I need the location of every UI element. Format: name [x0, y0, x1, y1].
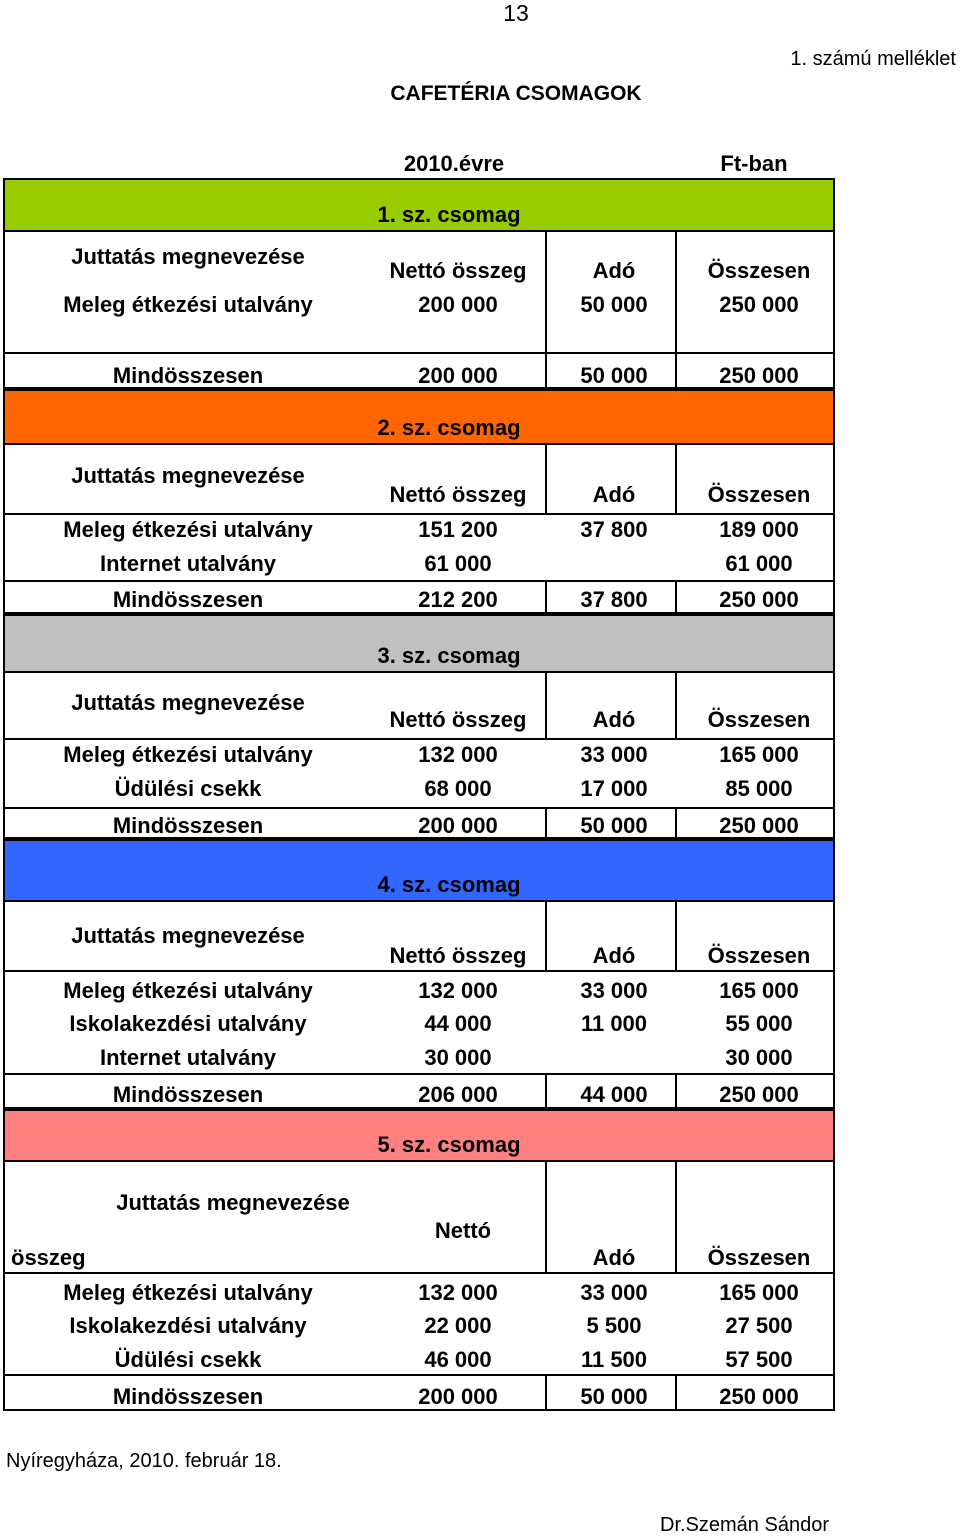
sum-net: 206 000 — [418, 1082, 498, 1107]
signature-name: Dr.Szemán Sándor — [660, 1514, 829, 1536]
row-tax: 33 000 — [580, 742, 648, 767]
row-total: 55 000 — [725, 1011, 793, 1036]
row-net: 132 000 — [418, 742, 498, 767]
header-total: Összesen — [707, 943, 811, 968]
header-net-bottom: összeg — [11, 1245, 86, 1270]
header-total: Összesen — [707, 707, 811, 732]
package-band-4 — [5, 841, 833, 900]
package-table-1 — [3, 178, 835, 389]
row-tax: 11 500 — [580, 1347, 648, 1372]
row-total: 57 500 — [725, 1347, 793, 1372]
sum-tax: 50 000 — [580, 813, 648, 838]
sum-total: 250 000 — [719, 813, 799, 838]
row-tax: 33 000 — [580, 1280, 648, 1305]
header-name: Juttatás megnevezése — [71, 690, 305, 715]
row-name: Internet utalvány — [99, 551, 277, 576]
row-tax: 5 500 — [586, 1313, 642, 1338]
package-label: 3. sz. csomag — [377, 643, 521, 668]
package-label: 4. sz. csomag — [377, 872, 521, 897]
row-net: 132 000 — [418, 1280, 498, 1305]
document-title: CAFETÉRIA CSOMAGOK — [390, 82, 642, 105]
package-label: 1. sz. csomag — [377, 202, 521, 227]
header-net-top: Nettó — [434, 1218, 492, 1243]
annex-label: 1. számú melléklet — [790, 48, 956, 70]
sum-total: 250 000 — [719, 1384, 799, 1409]
header-tax: Adó — [592, 482, 636, 507]
package-band-2 — [5, 391, 833, 443]
package-label: 5. sz. csomag — [377, 1132, 521, 1157]
header-net: Nettó összeg — [389, 707, 527, 732]
header-name: Juttatás megnevezése — [116, 1190, 350, 1215]
header-tax: Adó — [592, 943, 636, 968]
sum-tax: 44 000 — [580, 1082, 648, 1107]
header-total: Összesen — [707, 482, 811, 507]
row-tax: 37 800 — [580, 517, 648, 542]
row-tax: 17 000 — [580, 776, 648, 801]
header-total: Összesen — [707, 258, 811, 283]
row-tax: 33 000 — [580, 978, 648, 1003]
header-net: Nettó összeg — [389, 482, 527, 507]
row-total: 30 000 — [725, 1045, 793, 1070]
row-net: 22 000 — [424, 1313, 492, 1338]
row-name: Meleg étkezési utalvány — [63, 1280, 313, 1305]
row-name: Internet utalvány — [99, 1045, 277, 1070]
header-tax: Adó — [592, 1245, 636, 1270]
place-date: Nyíregyháza, 2010. február 18. — [6, 1450, 282, 1472]
row-net: 68 000 — [424, 776, 492, 801]
row-name: Üdülési csekk — [114, 776, 262, 801]
package-table-5 — [3, 1109, 835, 1411]
sum-total: 250 000 — [719, 587, 799, 612]
row-total: 189 000 — [719, 517, 799, 542]
row-name: Iskolakezdési utalvány — [69, 1011, 307, 1036]
row-total: 85 000 — [725, 776, 793, 801]
sum-net: 200 000 — [418, 363, 498, 388]
package-table-3 — [3, 614, 835, 839]
row-net: 44 000 — [424, 1011, 492, 1036]
sum-total: 250 000 — [719, 1082, 799, 1107]
row-net: 61 000 — [424, 551, 492, 576]
row-name: Iskolakezdési utalvány — [69, 1313, 307, 1338]
row-total: 61 000 — [725, 551, 793, 576]
row-total: 165 000 — [719, 978, 799, 1003]
package-table-4 — [3, 839, 835, 1109]
row-total: 165 000 — [719, 1280, 799, 1305]
row-total: 165 000 — [719, 742, 799, 767]
sum-net: 200 000 — [418, 1384, 498, 1409]
sum-total: 250 000 — [719, 363, 799, 388]
sum-name: Mindösszesen — [112, 1384, 264, 1409]
sum-tax: 50 000 — [580, 1384, 648, 1409]
sum-tax: 50 000 — [580, 363, 648, 388]
package-band-1 — [5, 180, 833, 230]
year-label: 2010.évre — [403, 151, 505, 176]
package-table-2 — [3, 389, 835, 614]
header-name: Juttatás megnevezése — [71, 463, 305, 488]
sum-name: Mindösszesen — [112, 1082, 264, 1107]
header-net: Nettó összeg — [389, 258, 527, 283]
header-tax: Adó — [592, 707, 636, 732]
row-net: 46 000 — [424, 1347, 492, 1372]
sum-name: Mindösszesen — [112, 587, 264, 612]
row-net: 30 000 — [424, 1045, 492, 1070]
header-tax: Adó — [592, 258, 636, 283]
sum-name: Mindösszesen — [112, 813, 264, 838]
sum-net: 200 000 — [418, 813, 498, 838]
currency-unit: Ft-ban — [720, 151, 788, 176]
row-name: Üdülési csekk — [114, 1347, 262, 1372]
header-name: Juttatás megnevezése — [71, 923, 305, 948]
row-tax: 11 000 — [580, 1011, 648, 1036]
row-total: 250 000 — [719, 292, 799, 317]
row-net: 200 000 — [418, 292, 498, 317]
package-band-3 — [5, 616, 833, 671]
row-name: Meleg étkezési utalvány — [63, 292, 313, 317]
row-name: Meleg étkezési utalvány — [63, 517, 313, 542]
page-number: 13 — [503, 0, 529, 26]
sum-net: 212 200 — [418, 587, 498, 612]
header-name: Juttatás megnevezése — [71, 244, 305, 269]
header-total: Összesen — [707, 1245, 811, 1270]
header-net: Nettó összeg — [389, 943, 527, 968]
row-net: 151 200 — [418, 517, 498, 542]
row-tax: 50 000 — [580, 292, 648, 317]
row-name: Meleg étkezési utalvány — [63, 742, 313, 767]
package-label: 2. sz. csomag — [377, 415, 521, 440]
row-name: Meleg étkezési utalvány — [63, 978, 313, 1003]
row-net: 132 000 — [418, 978, 498, 1003]
package-band-5 — [5, 1111, 833, 1160]
sum-name: Mindösszesen — [112, 363, 264, 388]
row-total: 27 500 — [725, 1313, 793, 1338]
sum-tax: 37 800 — [580, 587, 648, 612]
